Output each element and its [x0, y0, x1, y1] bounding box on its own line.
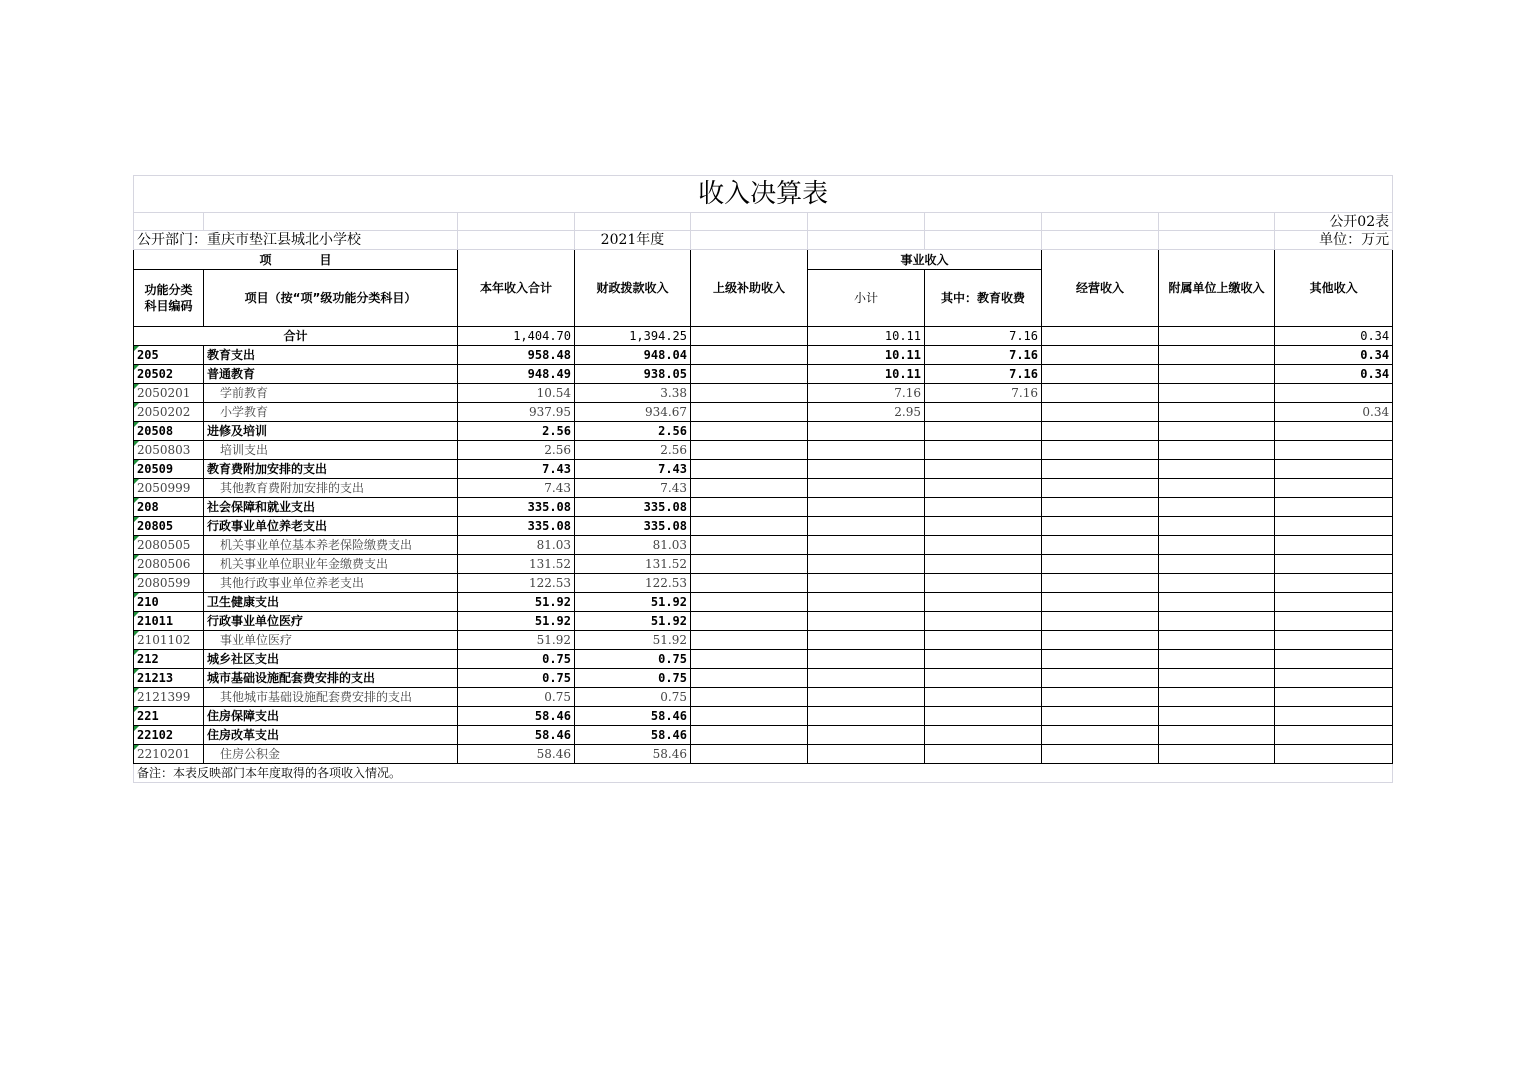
item-name-cell: 其他行政事业单位养老支出	[204, 574, 458, 593]
operating-cell	[1042, 650, 1159, 669]
item-name-cell: 其他教育费附加安排的支出	[204, 479, 458, 498]
other-cell	[1275, 460, 1393, 479]
subtotal-cell	[808, 460, 925, 479]
code-cell: 221	[134, 707, 204, 726]
affiliated-cell	[1159, 422, 1275, 441]
header-project: 项 目	[134, 250, 458, 270]
header-superior: 上级补助收入	[691, 250, 808, 327]
total-cell: 131.52	[458, 555, 575, 574]
operating-cell	[1042, 441, 1159, 460]
superior-cell	[691, 745, 808, 764]
operating-cell	[1042, 574, 1159, 593]
other-cell: 0.34	[1275, 365, 1393, 384]
other-cell	[1275, 441, 1393, 460]
table-row	[134, 688, 1393, 707]
table-row	[134, 650, 1393, 669]
item-name-cell: 社会保障和就业支出	[204, 498, 458, 517]
item-name-cell: 其他城市基础设施配套费安排的支出	[204, 688, 458, 707]
fiscal-cell: 58.46	[575, 745, 691, 764]
education-fee-cell	[925, 707, 1042, 726]
fiscal-cell: 335.08	[575, 498, 691, 517]
table-row	[134, 422, 1393, 441]
operating-cell	[1042, 327, 1159, 346]
total-cell: 1,404.70	[458, 327, 575, 346]
education-fee-cell	[925, 422, 1042, 441]
footnote: 备注：本表反映部门本年度取得的各项收入情况。	[134, 764, 1393, 783]
code-cell: 212	[134, 650, 204, 669]
affiliated-cell	[1159, 403, 1275, 422]
item-name-cell: 教育费附加安排的支出	[204, 460, 458, 479]
affiliated-cell	[1159, 384, 1275, 403]
fiscal-cell: 51.92	[575, 593, 691, 612]
fiscal-cell: 0.75	[575, 688, 691, 707]
education-fee-cell	[925, 745, 1042, 764]
education-fee-cell	[925, 688, 1042, 707]
table-row	[134, 745, 1393, 764]
total-cell: 958.48	[458, 346, 575, 365]
superior-cell	[691, 517, 808, 536]
affiliated-cell	[1159, 726, 1275, 745]
table-row	[134, 707, 1393, 726]
affiliated-cell	[1159, 517, 1275, 536]
affiliated-cell	[1159, 574, 1275, 593]
fiscal-cell: 131.52	[575, 555, 691, 574]
education-fee-cell	[925, 593, 1042, 612]
affiliated-cell	[1159, 327, 1275, 346]
total-row	[134, 327, 1393, 346]
subtotal-cell	[808, 422, 925, 441]
affiliated-cell	[1159, 612, 1275, 631]
table-row	[134, 384, 1393, 403]
form-id: 公开02表	[1275, 213, 1393, 231]
affiliated-cell	[1159, 498, 1275, 517]
code-cell: 205	[134, 346, 204, 365]
education-fee-cell	[925, 650, 1042, 669]
total-cell: 10.54	[458, 384, 575, 403]
education-fee-cell	[925, 669, 1042, 688]
operating-cell	[1042, 669, 1159, 688]
subtotal-cell: 7.16	[808, 384, 925, 403]
code-cell: 2101102	[134, 631, 204, 650]
fiscal-cell: 934.67	[575, 403, 691, 422]
affiliated-cell	[1159, 593, 1275, 612]
operating-cell	[1042, 707, 1159, 726]
subtotal-cell: 10.11	[808, 346, 925, 365]
total-label: 合计	[134, 327, 458, 346]
table-row	[134, 479, 1393, 498]
education-fee-cell	[925, 574, 1042, 593]
operating-cell	[1042, 479, 1159, 498]
subtotal-cell: 10.11	[808, 327, 925, 346]
income-statement-sheet	[133, 175, 1392, 783]
education-fee-cell	[925, 726, 1042, 745]
item-name-cell: 行政事业单位医疗	[204, 612, 458, 631]
superior-cell	[691, 536, 808, 555]
operating-cell	[1042, 555, 1159, 574]
item-name-cell: 进修及培训	[204, 422, 458, 441]
operating-cell	[1042, 745, 1159, 764]
other-cell	[1275, 669, 1393, 688]
unit-label: 单位：万元	[1275, 231, 1393, 250]
table-row	[134, 669, 1393, 688]
affiliated-cell	[1159, 365, 1275, 384]
education-fee-cell	[925, 441, 1042, 460]
total-cell: 948.49	[458, 365, 575, 384]
subtotal-cell	[808, 669, 925, 688]
item-name-cell: 城乡社区支出	[204, 650, 458, 669]
superior-cell	[691, 631, 808, 650]
fiscal-cell: 51.92	[575, 612, 691, 631]
table-row	[134, 365, 1393, 384]
item-name-cell: 学前教育	[204, 384, 458, 403]
education-fee-cell: 7.16	[925, 365, 1042, 384]
operating-cell	[1042, 403, 1159, 422]
other-cell	[1275, 688, 1393, 707]
subtotal-cell	[808, 726, 925, 745]
education-fee-cell	[925, 498, 1042, 517]
total-cell: 122.53	[458, 574, 575, 593]
subtotal-cell	[808, 555, 925, 574]
operating-cell	[1042, 384, 1159, 403]
affiliated-cell	[1159, 441, 1275, 460]
item-name-cell: 住房保障支出	[204, 707, 458, 726]
superior-cell	[691, 612, 808, 631]
department-label: 公开部门：重庆市垫江县城北小学校	[134, 231, 458, 250]
superior-cell	[691, 555, 808, 574]
item-name-cell: 机关事业单位职业年金缴费支出	[204, 555, 458, 574]
superior-cell	[691, 403, 808, 422]
other-cell: 0.34	[1275, 346, 1393, 365]
total-cell: 937.95	[458, 403, 575, 422]
total-cell: 0.75	[458, 688, 575, 707]
other-cell: 0.34	[1275, 403, 1393, 422]
fiscal-cell: 81.03	[575, 536, 691, 555]
total-cell: 7.43	[458, 460, 575, 479]
item-name-cell: 教育支出	[204, 346, 458, 365]
other-cell: 0.34	[1275, 327, 1393, 346]
affiliated-cell	[1159, 460, 1275, 479]
superior-cell	[691, 574, 808, 593]
subtotal-cell	[808, 536, 925, 555]
education-fee-cell: 7.16	[925, 384, 1042, 403]
table-row	[134, 536, 1393, 555]
affiliated-cell	[1159, 536, 1275, 555]
education-fee-cell: 7.16	[925, 327, 1042, 346]
header-business: 事业收入	[808, 250, 1042, 270]
superior-cell	[691, 669, 808, 688]
fiscal-cell: 7.43	[575, 479, 691, 498]
subtotal-cell	[808, 574, 925, 593]
total-cell: 58.46	[458, 707, 575, 726]
item-name-cell: 卫生健康支出	[204, 593, 458, 612]
superior-cell	[691, 422, 808, 441]
table-row	[134, 726, 1393, 745]
fiscal-cell: 0.75	[575, 650, 691, 669]
subtotal-cell	[808, 441, 925, 460]
education-fee-cell	[925, 460, 1042, 479]
affiliated-cell	[1159, 650, 1275, 669]
subtotal-cell	[808, 479, 925, 498]
fiscal-cell: 122.53	[575, 574, 691, 593]
table-row	[134, 631, 1393, 650]
operating-cell	[1042, 612, 1159, 631]
table-row	[134, 555, 1393, 574]
superior-cell	[691, 346, 808, 365]
fiscal-cell: 58.46	[575, 726, 691, 745]
superior-cell	[691, 441, 808, 460]
fiscal-cell: 0.75	[575, 669, 691, 688]
subtotal-cell	[808, 593, 925, 612]
operating-cell	[1042, 593, 1159, 612]
table-row	[134, 346, 1393, 365]
superior-cell	[691, 726, 808, 745]
total-cell: 2.56	[458, 422, 575, 441]
education-fee-cell	[925, 631, 1042, 650]
subtotal-cell: 2.95	[808, 403, 925, 422]
other-cell	[1275, 650, 1393, 669]
header-code: 功能分类 科目编码	[134, 270, 204, 327]
code-cell: 21213	[134, 669, 204, 688]
superior-cell	[691, 688, 808, 707]
education-fee-cell	[925, 536, 1042, 555]
other-cell	[1275, 384, 1393, 403]
fiscal-cell: 2.56	[575, 441, 691, 460]
income-table	[133, 175, 1393, 783]
total-cell: 51.92	[458, 631, 575, 650]
operating-cell	[1042, 346, 1159, 365]
subtotal-cell	[808, 631, 925, 650]
affiliated-cell	[1159, 479, 1275, 498]
operating-cell	[1042, 688, 1159, 707]
total-cell: 7.43	[458, 479, 575, 498]
operating-cell	[1042, 498, 1159, 517]
total-cell: 2.56	[458, 441, 575, 460]
code-cell: 208	[134, 498, 204, 517]
code-cell: 2050201	[134, 384, 204, 403]
table-row	[134, 403, 1393, 422]
education-fee-cell	[925, 612, 1042, 631]
superior-cell	[691, 327, 808, 346]
item-name-cell: 小学教育	[204, 403, 458, 422]
header-affiliated: 附属单位上缴收入	[1159, 250, 1275, 327]
superior-cell	[691, 707, 808, 726]
item-name-cell: 事业单位医疗	[204, 631, 458, 650]
fiscal-cell: 948.04	[575, 346, 691, 365]
superior-cell	[691, 460, 808, 479]
code-cell: 210	[134, 593, 204, 612]
fiscal-cell: 938.05	[575, 365, 691, 384]
header-item: 项目（按“项”级功能分类科目）	[204, 270, 458, 327]
education-fee-cell	[925, 517, 1042, 536]
subtotal-cell	[808, 688, 925, 707]
operating-cell	[1042, 536, 1159, 555]
superior-cell	[691, 593, 808, 612]
other-cell	[1275, 517, 1393, 536]
fiscal-cell: 2.56	[575, 422, 691, 441]
fiscal-cell: 335.08	[575, 517, 691, 536]
table-row	[134, 612, 1393, 631]
table-row	[134, 574, 1393, 593]
code-cell: 22102	[134, 726, 204, 745]
superior-cell	[691, 650, 808, 669]
subtotal-cell	[808, 650, 925, 669]
code-cell: 2050999	[134, 479, 204, 498]
other-cell	[1275, 536, 1393, 555]
superior-cell	[691, 479, 808, 498]
other-cell	[1275, 555, 1393, 574]
superior-cell	[691, 384, 808, 403]
affiliated-cell	[1159, 346, 1275, 365]
operating-cell	[1042, 726, 1159, 745]
subtotal-cell	[808, 498, 925, 517]
table-row	[134, 460, 1393, 479]
subtotal-cell	[808, 745, 925, 764]
operating-cell	[1042, 460, 1159, 479]
header-total: 本年收入合计	[458, 250, 575, 327]
code-cell: 2080599	[134, 574, 204, 593]
header-other: 其他收入	[1275, 250, 1393, 327]
code-cell: 20502	[134, 365, 204, 384]
code-cell: 2050202	[134, 403, 204, 422]
other-cell	[1275, 631, 1393, 650]
subtotal-cell: 10.11	[808, 365, 925, 384]
education-fee-cell: 7.16	[925, 346, 1042, 365]
header-fiscal: 财政拨款收入	[575, 250, 691, 327]
item-name-cell: 培训支出	[204, 441, 458, 460]
code-cell: 20508	[134, 422, 204, 441]
education-fee-cell	[925, 555, 1042, 574]
item-name-cell: 住房公积金	[204, 745, 458, 764]
code-cell: 2050803	[134, 441, 204, 460]
item-name-cell: 普通教育	[204, 365, 458, 384]
other-cell	[1275, 707, 1393, 726]
code-cell: 2080506	[134, 555, 204, 574]
year-label: 2021年度	[575, 231, 691, 250]
education-fee-cell	[925, 479, 1042, 498]
total-cell: 335.08	[458, 517, 575, 536]
total-cell: 58.46	[458, 745, 575, 764]
affiliated-cell	[1159, 631, 1275, 650]
header-subtotal: 小计	[808, 270, 925, 327]
total-cell: 335.08	[458, 498, 575, 517]
subtotal-cell	[808, 517, 925, 536]
other-cell	[1275, 745, 1393, 764]
table-row	[134, 441, 1393, 460]
code-cell: 2121399	[134, 688, 204, 707]
other-cell	[1275, 593, 1393, 612]
code-cell: 2080505	[134, 536, 204, 555]
table-row	[134, 517, 1393, 536]
total-cell: 51.92	[458, 593, 575, 612]
code-cell: 20805	[134, 517, 204, 536]
superior-cell	[691, 498, 808, 517]
header-operating: 经营收入	[1042, 250, 1159, 327]
subtotal-cell	[808, 707, 925, 726]
affiliated-cell	[1159, 707, 1275, 726]
operating-cell	[1042, 517, 1159, 536]
page-title: 收入决算表	[134, 176, 1393, 213]
other-cell	[1275, 726, 1393, 745]
fiscal-cell: 58.46	[575, 707, 691, 726]
affiliated-cell	[1159, 669, 1275, 688]
other-cell	[1275, 498, 1393, 517]
header-education-fee: 其中：教育收费	[925, 270, 1042, 327]
affiliated-cell	[1159, 745, 1275, 764]
fiscal-cell: 3.38	[575, 384, 691, 403]
other-cell	[1275, 612, 1393, 631]
code-cell: 21011	[134, 612, 204, 631]
total-cell: 0.75	[458, 650, 575, 669]
operating-cell	[1042, 365, 1159, 384]
table-row	[134, 498, 1393, 517]
table-row	[134, 593, 1393, 612]
other-cell	[1275, 574, 1393, 593]
total-cell: 51.92	[458, 612, 575, 631]
fiscal-cell: 51.92	[575, 631, 691, 650]
fiscal-cell: 7.43	[575, 460, 691, 479]
fiscal-cell: 1,394.25	[575, 327, 691, 346]
education-fee-cell	[925, 403, 1042, 422]
operating-cell	[1042, 631, 1159, 650]
total-cell: 81.03	[458, 536, 575, 555]
total-cell: 0.75	[458, 669, 575, 688]
item-name-cell: 住房改革支出	[204, 726, 458, 745]
item-name-cell: 城市基础设施配套费安排的支出	[204, 669, 458, 688]
subtotal-cell	[808, 612, 925, 631]
other-cell	[1275, 422, 1393, 441]
operating-cell	[1042, 422, 1159, 441]
total-cell: 58.46	[458, 726, 575, 745]
item-name-cell: 机关事业单位基本养老保险缴费支出	[204, 536, 458, 555]
item-name-cell: 行政事业单位养老支出	[204, 517, 458, 536]
superior-cell	[691, 365, 808, 384]
code-cell: 20509	[134, 460, 204, 479]
affiliated-cell	[1159, 555, 1275, 574]
affiliated-cell	[1159, 688, 1275, 707]
code-cell: 2210201	[134, 745, 204, 764]
other-cell	[1275, 479, 1393, 498]
